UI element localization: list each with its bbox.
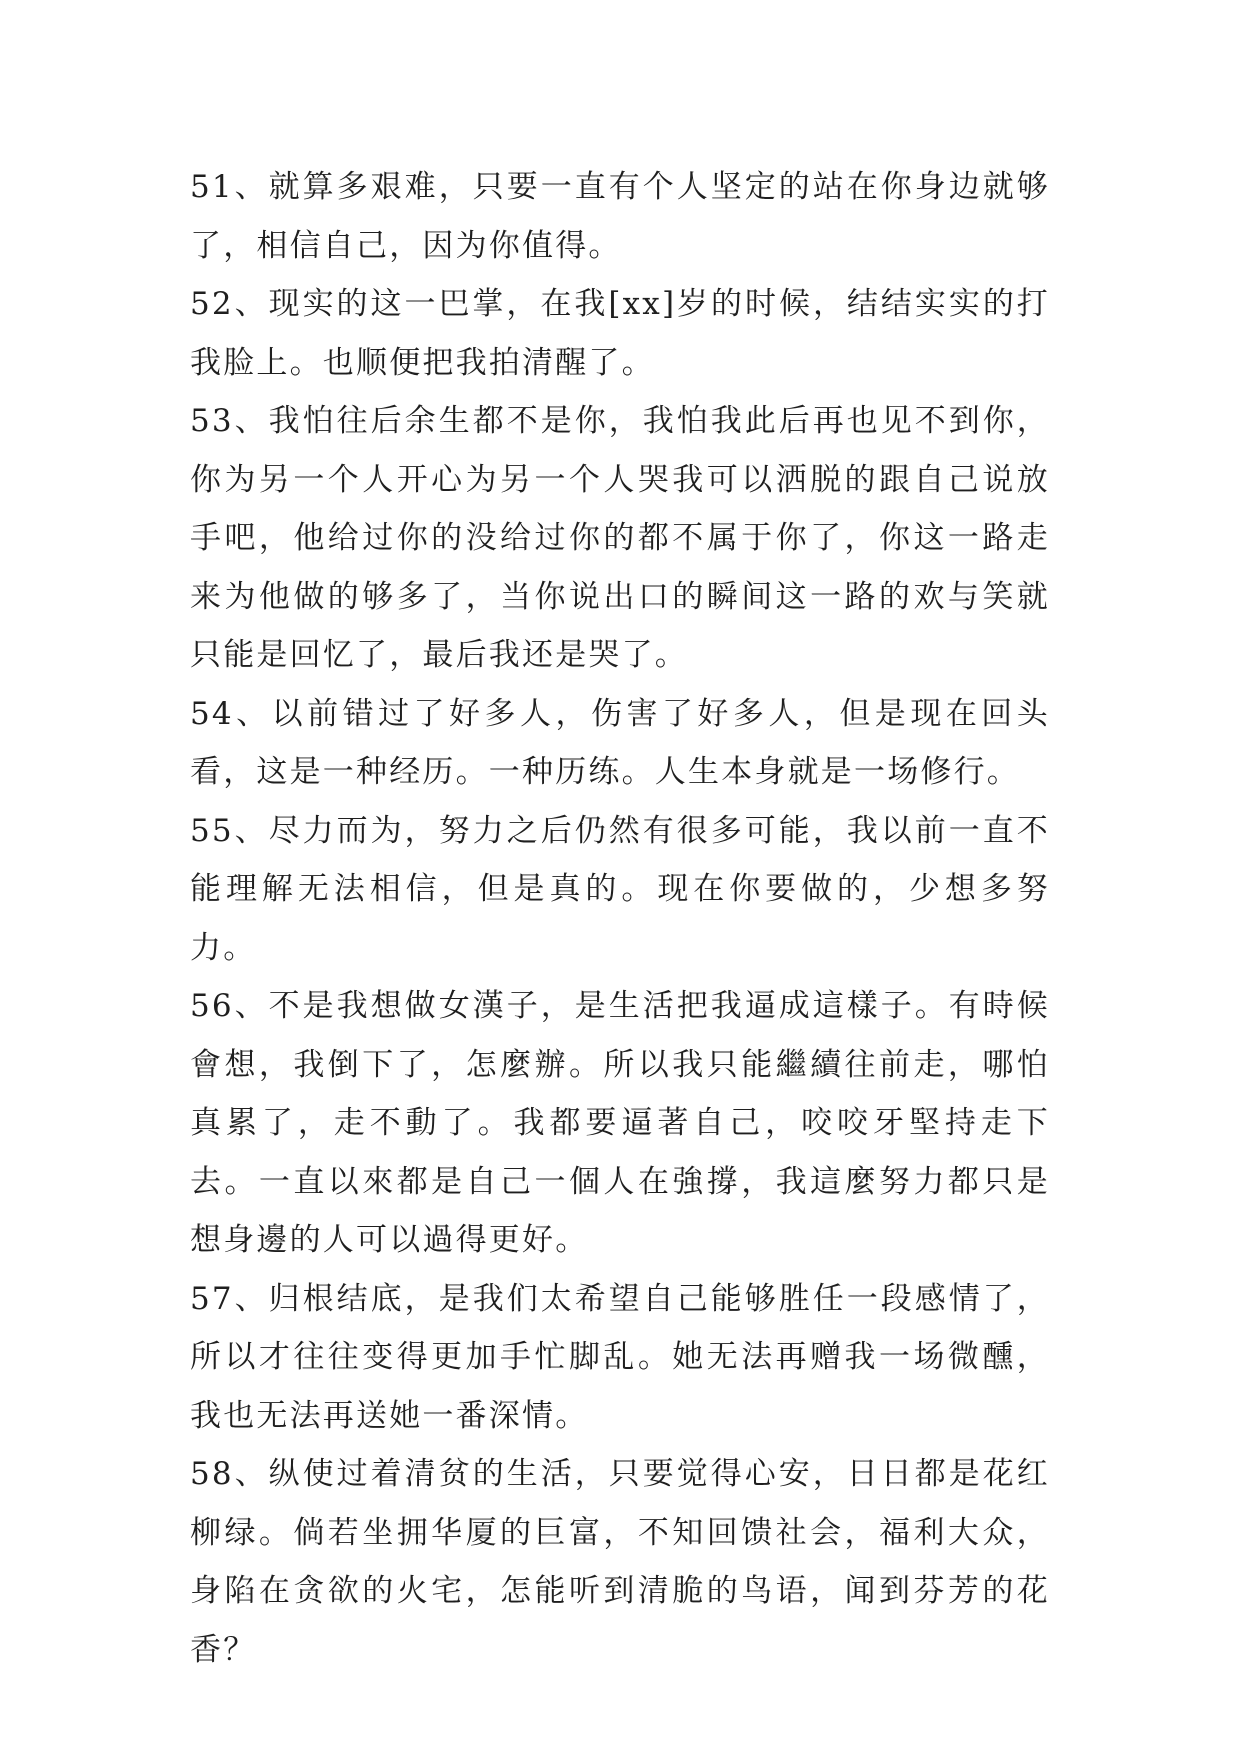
entry-51: 51、就算多艰难，只要一直有个人坚定的站在你身边就够了，相信自己，因为你值得。 — [190, 169, 1050, 264]
entry-53: 53、我怕往后余生都不是你，我怕我此后再也见不到你，你为另一个人开心为另一个人哭我可以洒脱的跟自己说放手吧，他给过你的没给过你的都不属于你了，你这一路走来为他做的够多了，当你说出口的瞬间这一路的欢与笑就只能是回忆了，最后我还是哭了。 — [190, 403, 1050, 673]
entry-56: 56、不是我想做女漢子，是生活把我逼成這樣子。有時候會想，我倒下了，怎麼辦。所以我只能繼續往前走，哪怕真累了，走不動了。我都要逼著自己，咬咬牙堅持走下去。一直以來都是自己一個人在強撐，我這麼努力都只是想身邊的人可以過得更好。 — [190, 988, 1050, 1258]
entry-55: 55、尽力而为，努力之后仍然有很多可能，我以前一直不能理解无法相信，但是真的。现在你要做的，少想多努力。 — [190, 812, 1050, 966]
entry-54: 54、以前错过了好多人，伤害了好多人，但是现在回头看，这是一种经历。一种历练。人生本身就是一场修行。 — [190, 695, 1050, 790]
document-body — [190, 158, 1050, 1679]
entry-57: 57、归根结底，是我们太希望自己能够胜任一段感情了，所以才往往变得更加手忙脚乱。她无法再赠我一场微醺，我也无法再送她一番深情。 — [190, 1280, 1050, 1434]
entry-52: 52、现实的这一巴掌，在我[xx]岁的时候，结结实实的打我脸上。也顺便把我拍清醒了。 — [190, 286, 1050, 381]
entry-58: 58、纵使过着清贫的生活，只要觉得心安，日日都是花红柳绿。倘若坐拥华厦的巨富，不知回馈社会，福利大众，身陷在贪欲的火宅，怎能听到清脆的鸟语，闻到芬芳的花香？ — [190, 1456, 1050, 1668]
